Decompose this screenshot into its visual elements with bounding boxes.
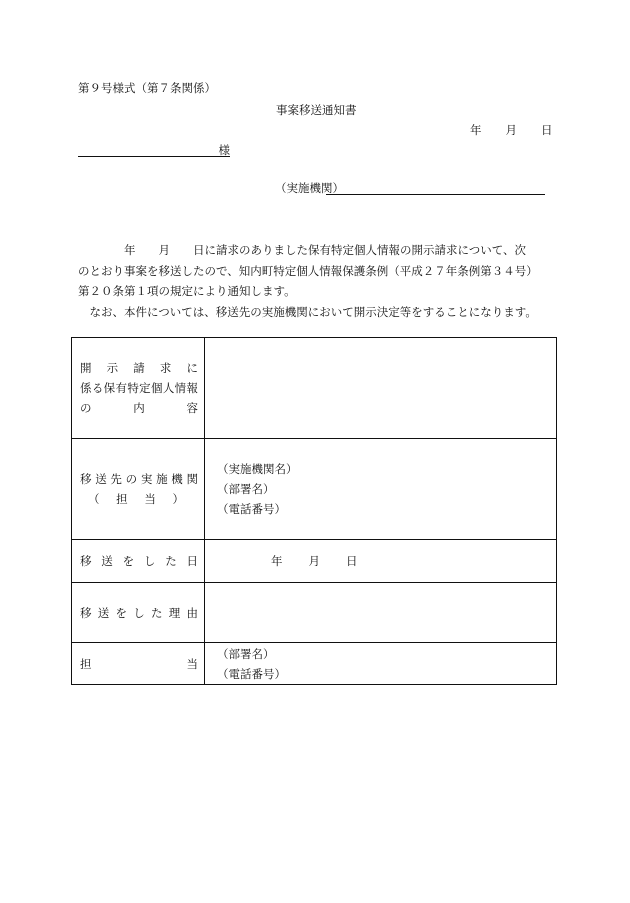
body-line: 年 月 日に請求のありました保有特定個人情報の開示請求について、次	[78, 243, 527, 257]
agency-name-label: （実施機関名）	[217, 462, 298, 476]
agency-label: （実施機関）	[275, 181, 344, 195]
phone-label: （電話番号）	[217, 502, 286, 516]
label-char: （	[88, 492, 100, 506]
transfer-date-field[interactable]	[205, 540, 557, 583]
body-note: なお、本件については、移送先の実施機関において開示決定等をすることになります。	[78, 304, 537, 319]
label-char: 開	[80, 361, 92, 375]
label-char: 由	[186, 605, 198, 620]
label-char: 請	[133, 361, 145, 375]
request-content-field[interactable]	[205, 338, 557, 439]
label-char: の	[80, 401, 92, 415]
notice-body	[78, 240, 558, 322]
label-person-in-charge	[72, 643, 205, 685]
label-char: 移	[80, 605, 92, 620]
label-char: 担	[116, 492, 128, 506]
label-char: に	[186, 361, 198, 375]
label-destination-agency	[72, 439, 205, 540]
addressee-field[interactable]	[78, 142, 230, 157]
label-transfer-reason	[72, 583, 205, 643]
date-month: 月	[308, 554, 320, 568]
label-char: ）	[172, 492, 184, 506]
label-char: を	[115, 605, 127, 620]
addressee-suffix: 様	[218, 143, 230, 157]
label-char: 移	[80, 554, 92, 568]
transfer-reason-field[interactable]	[205, 583, 557, 643]
department-label: （部署名）	[217, 646, 275, 661]
label-char: 内	[133, 401, 145, 415]
document-title: 事案移送通知書	[276, 103, 357, 117]
form-number: 第９号様式（第７条関係）	[78, 81, 216, 95]
label-char: し	[133, 605, 145, 620]
label-char: し	[143, 554, 156, 568]
label-char: た	[165, 554, 177, 568]
label-transfer-date	[72, 540, 205, 583]
date-year: 年	[470, 123, 482, 137]
agency-field[interactable]	[326, 180, 545, 195]
label-text: 係る保有特定個人情報	[80, 381, 198, 395]
label-char: 理	[168, 605, 181, 620]
label-char: 容	[186, 401, 198, 415]
transfer-details-table	[71, 337, 557, 685]
date-day: 日	[346, 554, 358, 568]
label-char: を	[122, 554, 135, 568]
label-char: た	[151, 605, 163, 620]
label-char: 示	[106, 361, 119, 375]
date-year: 年	[271, 554, 283, 568]
label-char: 送	[101, 554, 113, 568]
body-line: のとおり事案を移送したので、知内町特定個人情報保護条例（平成２７年条例第３４号）	[78, 263, 538, 278]
label-char: 求	[159, 361, 172, 375]
person-in-charge-field[interactable]	[205, 643, 557, 685]
date-month: 月	[505, 123, 517, 137]
destination-agency-field[interactable]	[205, 439, 557, 540]
issue-date	[470, 122, 553, 138]
label-char: 当	[186, 656, 198, 671]
body-line: 第２０条第１項の規定により通知します。	[78, 284, 296, 298]
label-char: 日	[186, 554, 198, 568]
label-char: 送	[97, 605, 110, 620]
phone-label: （電話番号）	[217, 666, 286, 681]
department-label: （部署名）	[217, 482, 275, 496]
date-day: 日	[541, 123, 553, 137]
label-request-content	[72, 338, 205, 439]
label-text: 移送先の実施機関	[80, 472, 198, 486]
label-char: 当	[144, 492, 156, 506]
label-char: 担	[80, 656, 92, 671]
